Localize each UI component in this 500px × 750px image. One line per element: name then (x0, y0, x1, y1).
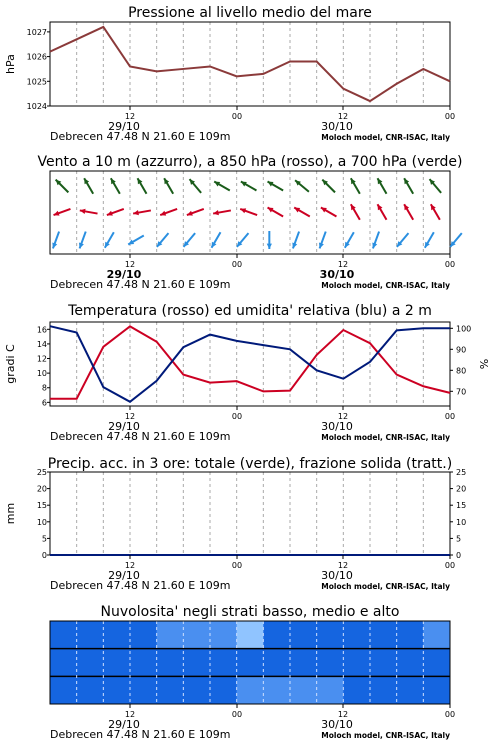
y-tick-label: 10 (36, 517, 47, 527)
cloud-cell (317, 649, 344, 677)
cloud-cell (103, 649, 130, 677)
cloud-cell (397, 676, 424, 704)
precip-right-tick-label: 10 (456, 517, 467, 527)
y-tick-label: 12 (36, 354, 47, 364)
cloud-time-label: 12 (337, 710, 349, 719)
y-tick-label: 20 (36, 484, 47, 494)
y-tick-label: 15 (36, 501, 47, 511)
pressure-location: Debrecen 47.48 N 21.60 E 109m (50, 130, 231, 143)
precip-time-label: 00 (231, 561, 243, 570)
cloud-cell (317, 621, 344, 649)
pressure-date-label: 29/10 (108, 120, 140, 133)
cloud-cell (397, 649, 424, 677)
cloud-cell (423, 676, 450, 704)
temperature-time-label: 00 (231, 412, 243, 421)
cloud-cell (237, 649, 264, 677)
cloud-cell (343, 649, 370, 677)
wind-surface-arrow-head (319, 242, 324, 248)
y-tick-label: 1026 (26, 52, 47, 62)
cloud-cell (263, 676, 290, 704)
cloud-time-label: 00 (231, 710, 243, 719)
precip-location: Debrecen 47.48 N 21.60 E 109m (50, 579, 231, 592)
wind-850-arrow-head (187, 211, 193, 216)
temperature-time-label: 12 (337, 412, 349, 421)
cloud-cell (423, 649, 450, 677)
cloud-cell (157, 676, 184, 704)
chart-title-wind: Vento a 10 m (azzurro), a 850 hPa (rosso), a 700 hPa (verde) (37, 154, 463, 170)
cloud-cell (183, 649, 210, 677)
cloud-cell (370, 676, 397, 704)
cloud-cell (210, 621, 237, 649)
chart-title-precipitation: Precip. acc. in 3 ore: totale (verde), frazione solida (tratt.) (47, 456, 453, 472)
precip-frame (50, 472, 450, 555)
temperature-ylabel: gradi C (4, 344, 17, 384)
cloud-cell (77, 676, 104, 704)
y-tick-label: 80 (456, 366, 467, 376)
humidity-line (50, 326, 450, 402)
y-tick-label: 0 (41, 551, 47, 560)
cloud-cell (157, 649, 184, 677)
precip-ylabel: mm (4, 502, 17, 525)
precip-right-tick-label: 0 (456, 551, 462, 560)
y-tick-label: 10 (36, 369, 47, 379)
wind-850-arrow-head (54, 211, 60, 216)
cloud-cell (157, 621, 184, 649)
chart-title-pressure: Pressione al livello medio del mare (128, 5, 372, 21)
precip-right-tick-label: 5 (456, 534, 462, 544)
pressure-model: Moloch model, CNR-ISAC, Italy (321, 133, 450, 142)
cloud-cell (263, 621, 290, 649)
cloud-cell (130, 649, 157, 677)
pressure-date-label: 30/10 (321, 120, 353, 133)
temperature-model: Moloch model, CNR-ISAC, Italy (321, 433, 450, 442)
pressure-time-label: 12 (124, 112, 136, 121)
cloud-cell (50, 621, 77, 649)
cloud-cell (77, 649, 104, 677)
wind-time-label: 00 (231, 260, 243, 269)
y-tick-label: 1024 (26, 102, 47, 111)
humidity-ylabel: % (478, 358, 491, 370)
pressure-ylabel: hPa (4, 54, 17, 74)
wind-850-arrow-head (160, 211, 166, 216)
precip-date-label: 29/10 (108, 569, 140, 582)
wind-location: Debrecen 47.48 N 21.60 E 109m (50, 278, 231, 291)
y-tick-label: 6 (41, 398, 47, 408)
cloud-cell (183, 676, 210, 704)
wind-date-label: 29/10 (106, 268, 142, 281)
wind-model: Moloch model, CNR-ISAC, Italy (321, 281, 450, 290)
cloud-cell (183, 621, 210, 649)
cloud-model: Moloch model, CNR-ISAC, Italy (321, 731, 450, 740)
cloud-time-label: 12 (124, 710, 136, 719)
wind-surface-arrow-head (372, 242, 377, 248)
y-tick-label: 14 (36, 339, 47, 349)
cloud-cell (423, 621, 450, 649)
cloud-cell (290, 649, 317, 677)
wind-surface-arrow-head (79, 242, 84, 248)
y-tick-label: 5 (41, 534, 47, 544)
cloud-time-label: 00 (444, 710, 456, 719)
cloud-cell (237, 676, 264, 704)
precip-right-tick-label: 20 (456, 484, 467, 494)
temperature-time-label: 12 (124, 412, 136, 421)
cloud-location: Debrecen 47.48 N 21.60 E 109m (50, 728, 231, 741)
cloud-cell (237, 621, 264, 649)
precip-model: Moloch model, CNR-ISAC, Italy (321, 582, 450, 591)
cloud-cell (317, 676, 344, 704)
cloud-cell (103, 621, 130, 649)
temperature-date-label: 29/10 (108, 420, 140, 433)
cloud-cell (103, 676, 130, 704)
precip-date-label: 30/10 (321, 569, 353, 582)
precip-right-tick-label: 25 (456, 468, 467, 477)
y-tick-label: 8 (41, 383, 47, 393)
y-tick-label: 1027 (26, 27, 47, 37)
pressure-time-label: 00 (231, 112, 243, 121)
cloud-cell (210, 676, 237, 704)
cloud-cell (370, 621, 397, 649)
wind-surface-arrow-head (52, 242, 57, 248)
cloud-cell (290, 676, 317, 704)
wind-time-label: 12 (337, 260, 349, 269)
chart-title-clouds: Nuvolosita' negli strati basso, medio e alto (100, 604, 400, 620)
temperature-time-label: 00 (444, 412, 456, 421)
chart-title-temperature: Temperatura (rosso) ed umidita' relativa (blu) a 2 m (68, 303, 432, 319)
cloud-cell (130, 621, 157, 649)
temperature-date-label: 30/10 (321, 420, 353, 433)
cloud-date-label: 29/10 (108, 718, 140, 731)
wind-time-label: 00 (444, 260, 456, 269)
cloud-date-label: 30/10 (321, 718, 353, 731)
wind-date-label: 30/10 (319, 268, 355, 281)
y-tick-label: 70 (456, 387, 467, 397)
cloud-cell (210, 649, 237, 677)
precip-time-label: 12 (337, 561, 349, 570)
cloud-cell (397, 621, 424, 649)
pressure-time-label: 00 (444, 112, 456, 121)
cloud-cell (50, 676, 77, 704)
y-tick-label: 90 (456, 345, 467, 355)
cloud-cell (370, 649, 397, 677)
wind-time-label: 12 (124, 260, 136, 269)
cloud-cell (130, 676, 157, 704)
wind-850-arrow-head (240, 208, 246, 213)
pressure-line (50, 27, 450, 101)
cloud-cell (50, 649, 77, 677)
wind-850-arrow-head (107, 211, 113, 216)
cloud-cell (77, 621, 104, 649)
pressure-time-label: 12 (337, 112, 349, 121)
precip-right-tick-label: 15 (456, 501, 467, 511)
y-tick-label: 1025 (26, 77, 47, 87)
wind-surface-arrow-head (267, 244, 272, 249)
precip-time-label: 00 (444, 561, 456, 570)
y-tick-label: 100 (456, 324, 472, 334)
cloud-cell (290, 621, 317, 649)
cloud-cell (263, 649, 290, 677)
cloud-cell (343, 676, 370, 704)
wind-surface-arrow-head (292, 242, 297, 248)
temperature-frame (50, 322, 450, 406)
y-tick-label: 25 (36, 468, 47, 477)
pressure-frame (50, 22, 450, 106)
precip-time-label: 12 (124, 561, 136, 570)
temperature-location: Debrecen 47.48 N 21.60 E 109m (50, 430, 231, 443)
y-tick-label: 16 (36, 325, 47, 335)
cloud-cell (343, 621, 370, 649)
